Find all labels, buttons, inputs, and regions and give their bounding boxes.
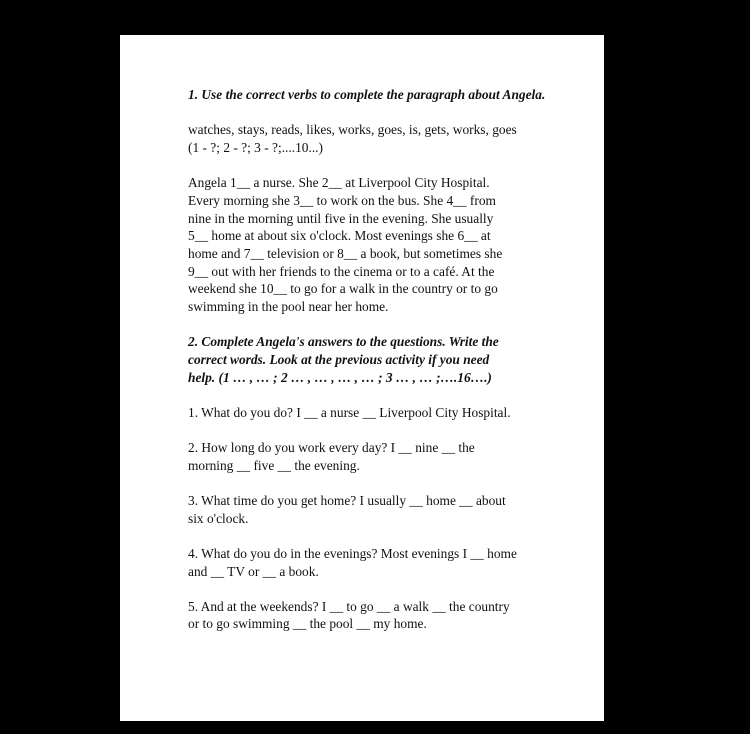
paragraph-line: weekend she 10__ to go for a walk in the country or to go	[188, 281, 498, 297]
question-1	[188, 404, 583, 422]
question-line: six o'clock.	[188, 510, 249, 526]
word-bank	[188, 121, 583, 156]
word-bank-list: watches, stays, reads, likes, works, goes, is, gets, works, goes	[188, 122, 517, 138]
exercise-1-paragraph	[188, 174, 583, 316]
exercise-2-heading-line: help. (1 … , … ; 2 … , … , … , … ; 3 … , … ;….16….)	[188, 369, 492, 385]
question-line: 1. What do you do? I __ a nurse __ Liverpool City Hospital.	[188, 404, 511, 420]
question-line: 4. What do you do in the evenings? Most evenings I __ home	[188, 545, 517, 561]
question-line: 5. And at the weekends? I __ to go __ a walk __ the country	[188, 598, 510, 614]
question-4	[188, 545, 583, 580]
exercise-2-heading	[188, 333, 583, 386]
question-line: and __ TV or __ a book.	[188, 563, 319, 579]
exercise-1-heading	[188, 86, 583, 104]
paragraph-line: swimming in the pool near her home.	[188, 299, 389, 315]
paragraph-line: 5__ home at about six o'clock. Most evenings she 6__ at	[188, 228, 491, 244]
exercise-2-heading-line: 2. Complete Angela's answers to the questions. Write the	[188, 334, 499, 350]
question-3	[188, 492, 583, 527]
worksheet-content	[188, 86, 583, 633]
question-line: morning __ five __ the evening.	[188, 457, 360, 473]
exercise-1-heading-line: 1. Use the correct verbs to complete the paragraph about Angela.	[188, 87, 546, 102]
word-bank-note: (1 - ?; 2 - ?; 3 - ?;....10...)	[188, 139, 323, 155]
question-line: or to go swimming __ the pool __ my home.	[188, 616, 427, 632]
paragraph-line: 9__ out with her friends to the cinema or to a café. At the	[188, 263, 495, 279]
exercise-2-heading-line: correct words. Look at the previous activity if you need	[188, 351, 490, 367]
question-line: 3. What time do you get home? I usually __ home __ about	[188, 492, 506, 508]
paragraph-line: nine in the morning until five in the evening. She usually	[188, 210, 494, 226]
question-5	[188, 598, 583, 633]
paragraph-line: Angela 1__ a nurse. She 2__ at Liverpool City Hospital.	[188, 175, 490, 191]
paragraph-line: home and 7__ television or 8__ a book, but sometimes she	[188, 245, 503, 261]
worksheet-page	[120, 35, 604, 721]
question-2	[188, 439, 583, 474]
paragraph-line: Every morning she 3__ to work on the bus. She 4__ from	[188, 192, 496, 208]
question-line: 2. How long do you work every day? I __ nine __ the	[188, 440, 475, 456]
